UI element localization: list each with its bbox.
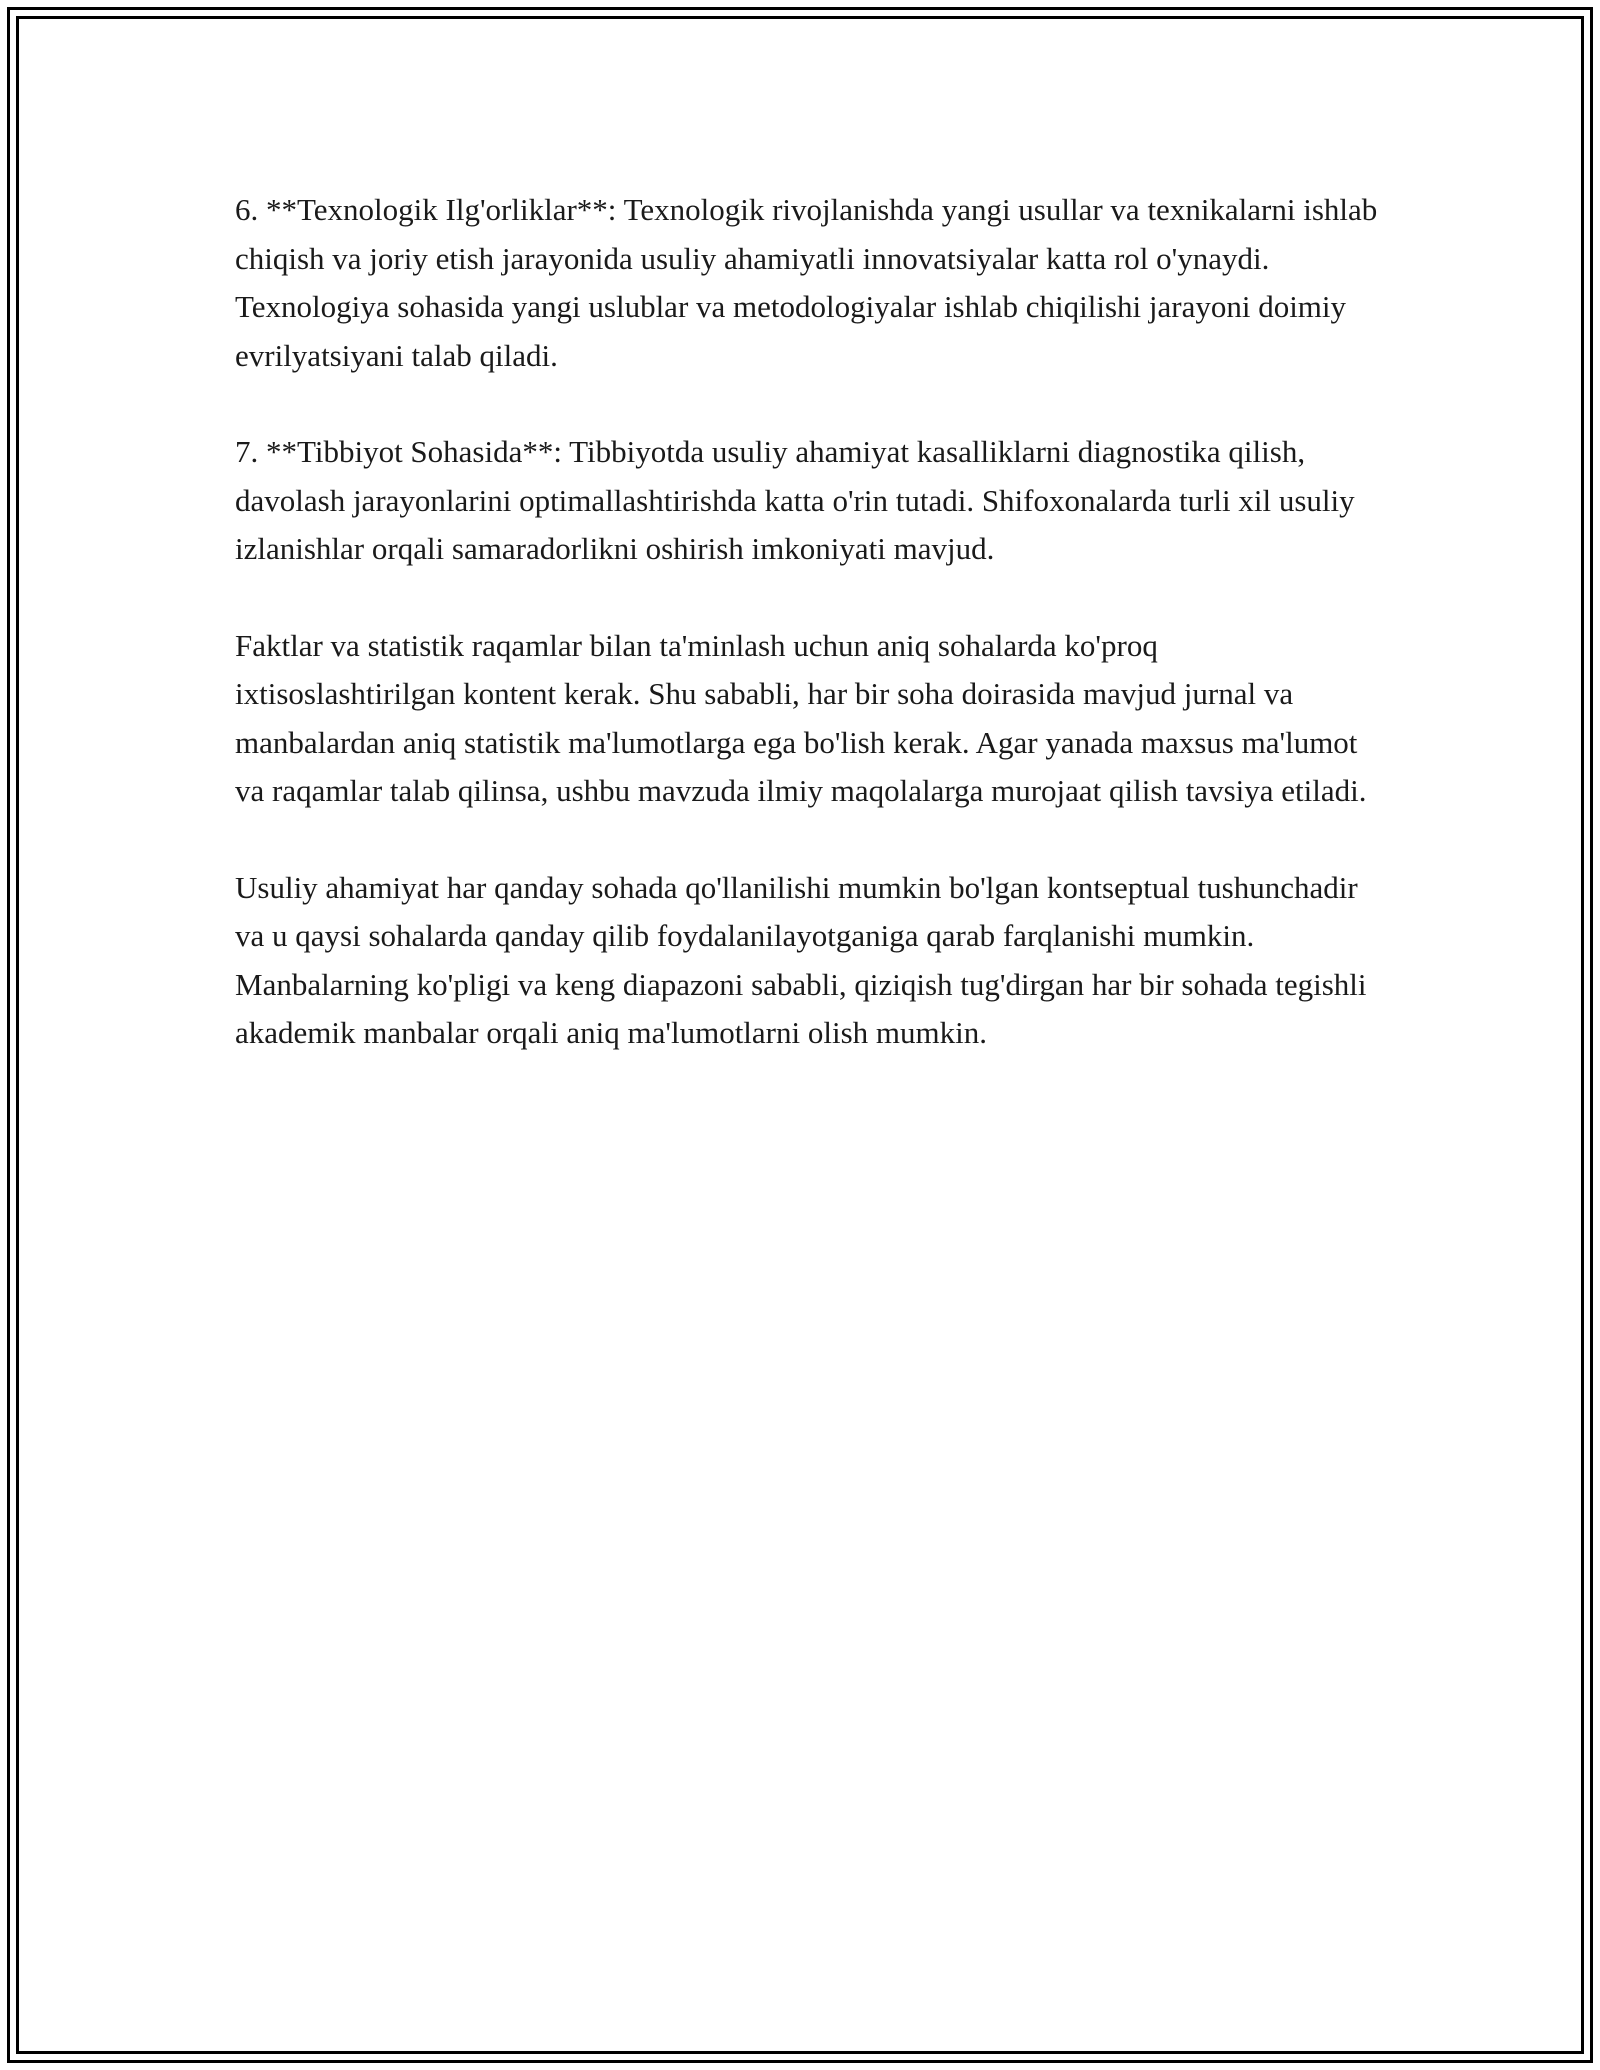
paragraph-facts-statistics: Faktlar va statistik raqamlar bilan ta'minlash uchun aniq sohalarda ko'proq ixtisoslashtirilgan kontent kerak. Shu sababli, har bir soha doirasida mavjud jurnal va manbalardan aniq statistik ma'lumotlarga ega bo'lish kerak. Agar yanada maxsus ma'lumot va raqamlar talab qilinsa, ushbu mavzuda ilmiy maqolalarga murojaat qilish tavsiya etiladi. (235, 627, 1367, 808)
document-body (235, 186, 1385, 1106)
paragraph-conclusion: Usuliy ahamiyat har qanday sohada qo'llanilishi mumkin bo'lgan kontseptual tushunchadir va u qaysi sohalarda qanday qilib foydalanilayotganiga qarab farqlanishi mumkin. Manbalarning ko'pligi va keng diapazoni sababli, qiziqish tug'dirgan har bir sohada tegishli akademik manbalar orqali aniq ma'lumotlarni olish mumkin. (235, 869, 1367, 1050)
paragraph-medicine: 7. **Tibbiyot Sohasida**: Tibbiyotda usuliy ahamiyat kasalliklarni diagnostika qilish, davolash jarayonlarini optimallashtirishda katta o'rin tutadi. Shifoxonalarda turli xil usuliy izlanishlar orqali samaradorlikni oshirish imkoniyati mavjud. (235, 434, 1355, 566)
paragraph-technology: 6. **Texnologik Ilg'orliklar**: Texnologik rivojlanishda yangi usullar va texnikalarni ishlab chiqish va joriy etish jarayonida usuliy ahamiyatli innovatsiyalar katta rol o'ynaydi. Texnologiya sohasida yangi uslublar va metodologiyalar ishlab chiqilishi jarayoni doimiy evrilyatsiyani talab qiladi. (235, 192, 1378, 373)
